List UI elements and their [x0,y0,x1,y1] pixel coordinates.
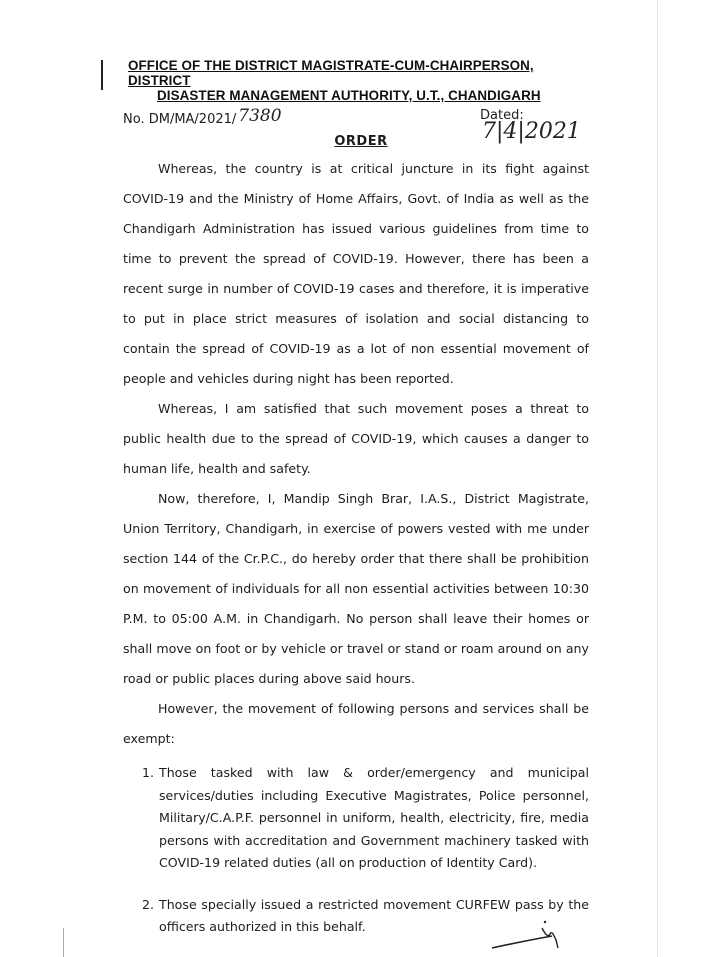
exemption-list [142,762,589,939]
paragraph-4: However, the movement of following persons and services shall be exempt: [123,701,589,746]
paragraph-1: Whereas, the country is at critical juncture in its fight against COVID-19 and the Ministry of Home Affairs, Govt. of India as well as the Chandigarh Administration has issued various guidelines from time to time to prevent the spread of COVID-19. However, there has been a recent surge in number of COVID-19 cases and therefore, it is imperative to put in place strict measures of isolation and social distancing to contain the spread of COVID-19 as a lot of non essential movement of people and vehicles during night has been reported. [123,161,589,386]
order-number-handwritten: 7380 [238,106,282,126]
paragraph-2: Whereas, I am satisfied that such movement poses a threat to public health due to the spread of COVID-19, which causes a danger to human life, health and safety. [123,401,589,476]
order-date-label: Dated: [480,108,524,123]
order-title: ORDER [334,134,388,149]
list-item-number: 2. [142,896,155,912]
order-number [123,108,282,128]
order-date-handwritten: 7|4|2021 [482,119,581,144]
office-heading-line-1: OFFICE OF THE DISTRICT MAGISTRATE-CUM-CHAIRPERSON, DISTRICT [128,58,534,88]
office-heading-line-2: DISASTER MANAGEMENT AUTHORITY, U.T., CHANDIGARH [157,88,541,103]
order-number-label: No. DM/MA/2021/ [123,112,237,127]
list-item-text: Those specially issued a restricted movement CURFEW pass by the officers authorized in this behalf. [159,896,589,934]
office-heading [128,58,598,103]
list-item-number: 1. [142,765,155,780]
list-item [142,762,589,875]
margin-mark [101,60,103,90]
list-item-text: Those tasked with law & order/emergency and municipal services/duties including Executive Magistrates, Police personnel, Military/C.A.P.F. personnel in uniform, health, electricity, fire, media persons with accreditation and Government machinery tasked with COVID-19 related duties (all on production of Identity Card). [159,765,589,870]
signature-mark [490,916,570,952]
order-body [123,154,589,754]
margin-mark-bottom [63,928,64,957]
paragraph-3: Now, therefore, I, Mandip Singh Brar, I.A.S., District Magistrate, Union Territory, Chandigarh, in exercise of powers vested with me under section 144 of the Cr.P.C., do hereby order that there shall be prohibition on movement of individuals for all non essential activities between 10:30 P.M. to 05:00 A.M. in Chandigarh. No person shall leave their homes or shall move on foot or by vehicle or travel or stand or roam around on any road or public places during above said hours. [123,491,589,686]
